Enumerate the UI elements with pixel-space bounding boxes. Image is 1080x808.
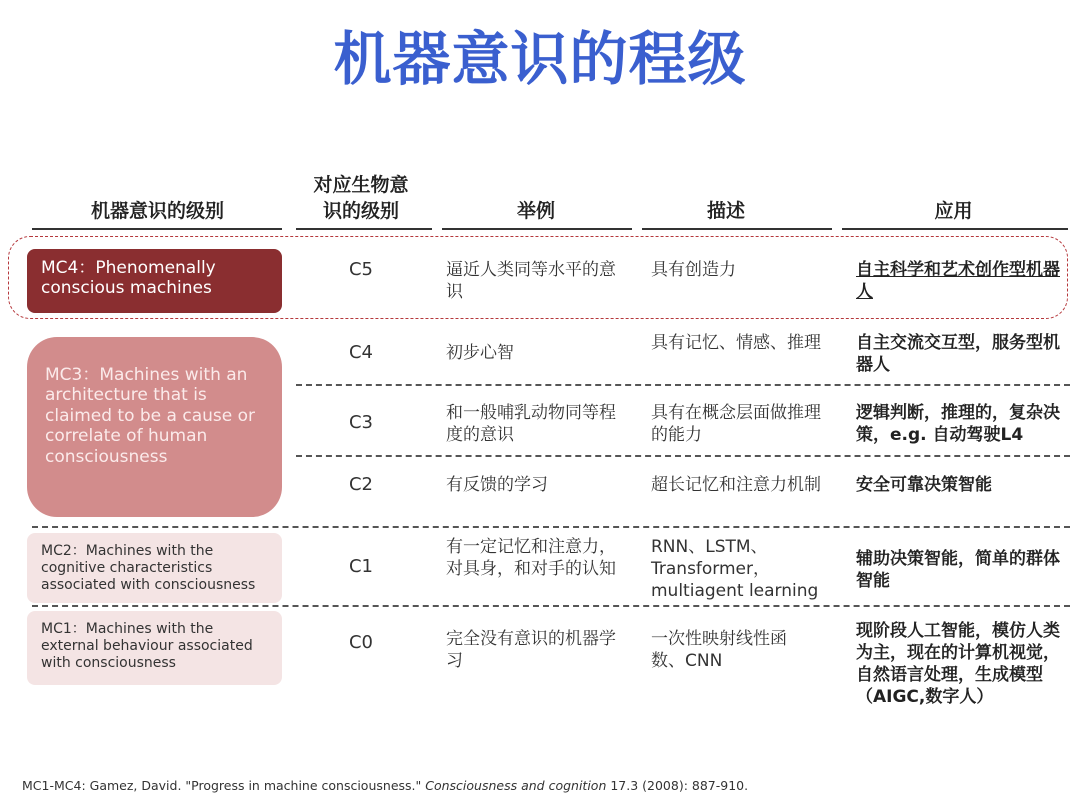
bio-level-c1: C1 — [348, 556, 374, 577]
header-bio-level-line2: 识的级别 — [322, 200, 399, 222]
example-c1: 有一定记忆和注意力，对具身，和对手的认知 — [446, 537, 616, 579]
example-c2: 有反馈的学习 — [446, 475, 548, 495]
bio-level-c3: C3 — [348, 412, 374, 433]
bio-level-c2: C2 — [348, 474, 374, 495]
row-divider — [32, 526, 1070, 528]
header-underline — [296, 228, 432, 230]
description-c1: RNN、LSTM、Transformer，multiagent learning — [651, 537, 819, 601]
level-box-mc2: MC2：Machines with the cognitive characteristics associated with consciousness — [27, 533, 282, 603]
application-c4: 自主交流交互型，服务型机器人 — [856, 333, 1060, 375]
header-description: 描述 — [706, 200, 745, 222]
application-c1: 辅助决策智能，简单的群体智能 — [856, 549, 1060, 591]
bio-level-c4: C4 — [348, 342, 374, 363]
row-divider — [32, 605, 1070, 607]
example-c3: 和一般哺乳动物同等程度的意识 — [446, 403, 616, 445]
example-c0: 完全没有意识的机器学习 — [446, 629, 616, 671]
citation-suffix: 17.3 (2008): 887-910. — [606, 778, 749, 793]
example-c4: 初步心智 — [446, 343, 514, 363]
application-c5-text: 自主科学和艺术创作型机器人 — [856, 260, 1060, 302]
citation-footer — [22, 778, 748, 793]
application-c0: 现阶段人工智能，模仿人类为主，现在的计算机视觉，自然语言处理，生成模型（AIGC,数字人） — [856, 621, 1060, 707]
citation-journal: Consciousness and cognition — [425, 778, 607, 793]
header-application: 应用 — [934, 200, 973, 222]
citation-prefix: MC1-MC4: Gamez, David. "Progress in machine consciousness." — [22, 778, 426, 793]
header-underline — [442, 228, 632, 230]
header-underline — [842, 228, 1068, 230]
description-c3: 具有在概念层面做推理的能力 — [651, 403, 821, 445]
level-box-mc1: MC1：Machines with the external behaviour associated with consciousness — [27, 611, 282, 685]
header-example: 举例 — [516, 200, 555, 222]
description-c4: 具有记忆、情感、推理 — [651, 333, 821, 353]
example-c5: 逼近人类同等水平的意识 — [446, 260, 616, 302]
level-box-mc4: MC4：Phenomenally conscious machines — [27, 249, 282, 313]
header-bio-level-line1: 对应生物意 — [313, 174, 409, 196]
row-divider — [296, 384, 1070, 386]
bio-level-c5: C5 — [348, 259, 374, 280]
application-c2: 安全可靠决策智能 — [856, 475, 992, 495]
description-c2: 超长记忆和注意力机制 — [651, 475, 821, 495]
application-c5 — [856, 259, 1066, 303]
header-machine-level: 机器意识的级别 — [90, 200, 224, 222]
level-box-mc3: MC3：Machines with an architecture that is claimed to be a cause or correlate of human consciousness — [27, 337, 282, 517]
application-c3: 逻辑判断，推理的，复杂决策，e.g. 自动驾驶L4 — [856, 403, 1060, 445]
description-c0: 一次性映射线性函数、CNN — [651, 629, 787, 671]
header-underline — [642, 228, 832, 230]
bio-level-c0: C0 — [348, 632, 374, 653]
header-underline — [32, 228, 282, 230]
row-divider — [296, 455, 1070, 457]
description-c5: 具有创造力 — [651, 260, 736, 280]
header-bio-level — [296, 172, 426, 224]
page-title: 机器意识的程级 — [333, 25, 747, 93]
